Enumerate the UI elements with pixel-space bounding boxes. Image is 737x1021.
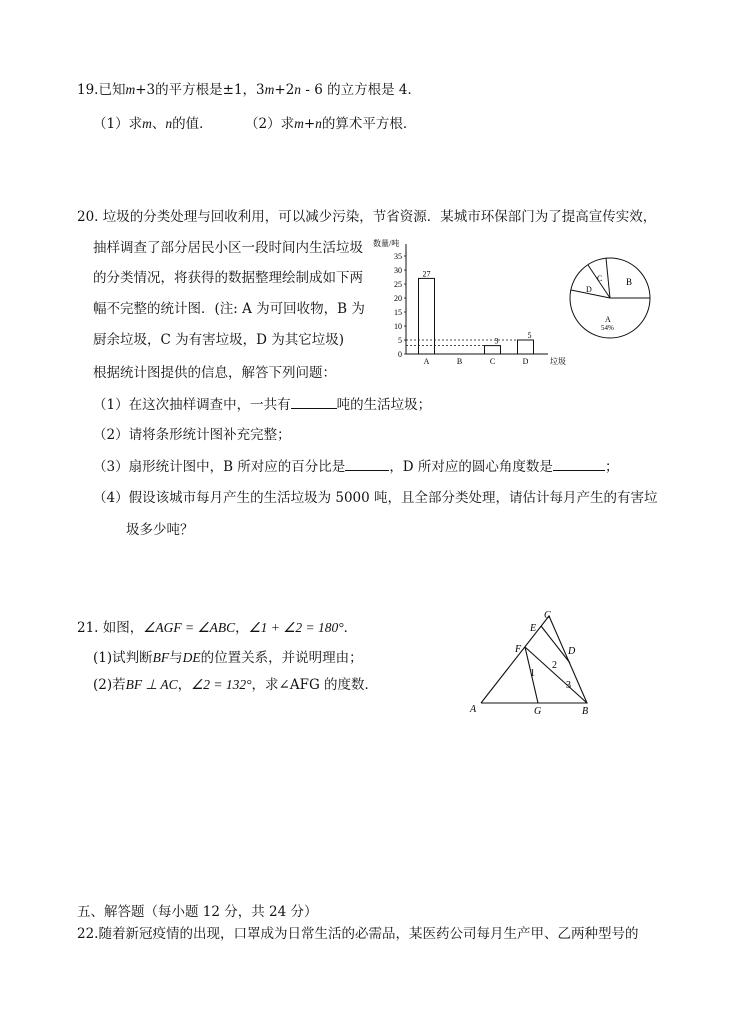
q20-line4: 幅不完整的统计图．(注: A 为可回收物，B 为: [93, 301, 365, 317]
q20-line6: 根据统计图提供的信息，解答下列问题：: [93, 365, 336, 381]
pie-label-a: A: [605, 315, 611, 324]
angle-label-1: 1: [530, 668, 535, 679]
angle-label-3: 3: [566, 680, 571, 691]
y-tick-label: 35: [394, 252, 402, 261]
q19-sub1: （1）求m、n的值．: [93, 116, 213, 132]
pie-chart: [560, 248, 660, 348]
bar-c: [485, 346, 501, 354]
y-tick-label: 20: [394, 294, 402, 303]
q22-line1: 22.随着新冠疫情的出现，口罩成为日常生活的必需品，某医药公司每月生产甲、乙两种型号的: [77, 926, 639, 942]
q20-line5: 厨余垃圾，C 为有害垃圾，D 为其它垃圾): [93, 332, 345, 348]
q21-line1: 21. 如图，∠AGF = ∠ABC，∠1 + ∠2 = 180°．: [77, 620, 358, 636]
q20-sub1: （1）在这次抽样调查中，一共有 吨的生活垃圾；: [93, 394, 431, 415]
pie-label-d: D: [586, 285, 592, 294]
answer-blank: [345, 456, 389, 471]
data-label-d: 5: [527, 331, 532, 340]
y-tick-label: 25: [394, 280, 402, 289]
y-tick-label: 5: [398, 336, 402, 345]
point-label-g: G: [534, 706, 542, 717]
point-label-a: A: [470, 704, 477, 715]
x-tick-label-b: B: [456, 357, 463, 366]
point-label-f: F: [515, 644, 522, 655]
section-five-title: 五、解答题（每小题 12 分，共 24 分）: [77, 904, 318, 920]
q20-line1: 20. 垃圾的分类处理与回收利用，可以减少污染，节省资源．某城市环保部门为了提高宣传实效，: [77, 209, 657, 225]
y-axis-label: 数量/吨: [373, 239, 400, 248]
bar-chart: [368, 236, 578, 370]
answer-blank: [553, 456, 605, 471]
point-label-c: C: [544, 610, 551, 621]
q20-sub4: （4）假设该城市每月产生的生活垃圾为 5000 吨，且全部分类处理，请估计每月产生的有害垃: [93, 490, 658, 506]
y-tick-label: 15: [394, 308, 402, 317]
q20-sub4-cont: 圾多少吨？: [126, 522, 194, 538]
point-label-d: D: [568, 646, 576, 657]
x-axis-label: 垃圾: [550, 357, 566, 366]
point-label-e: E: [530, 623, 537, 634]
q20-line3: 的分类情况，将获得的数据整理绘制成如下两: [93, 270, 363, 286]
pie-label-a-percent: 54%: [601, 324, 614, 332]
q20-sub2: （2）请将条形统计图补充完整；: [93, 427, 291, 443]
q21-sub1: (1)试判断BF与DE的位置关系，并说明理由；: [93, 650, 363, 666]
x-tick-label-d: D: [522, 357, 529, 366]
q20-line2: 抽样调查了部分居民小区一段时间内生活垃圾: [93, 240, 363, 256]
q19-line1: 19.已知m+3的平方根是±1，3m+2n - 6 的立方根是 4．: [77, 82, 421, 98]
data-label-a: 27: [422, 269, 431, 279]
y-tick-label: 10: [394, 322, 402, 331]
q21-sub2: (2)若BF ⊥ AC，∠2 = 132°，求∠AFG 的度数．: [93, 677, 379, 693]
point-label-b: B: [582, 706, 589, 717]
bar-d: [518, 340, 534, 354]
y-tick-label: 0: [398, 350, 402, 359]
pie-label-c: C: [597, 274, 603, 283]
x-tick-label-c: C: [489, 357, 496, 366]
bar-a: [419, 278, 435, 354]
angle-label-2: 2: [552, 660, 557, 671]
pie-label-b: B: [626, 277, 633, 287]
q20-sub3: （3）扇形统计图中，B 所对应的百分比是 ，D 所对应的圆心角度数是 ；: [93, 456, 618, 477]
data-label-c: 3: [494, 336, 499, 346]
y-tick-label: 30: [394, 266, 402, 275]
answer-blank: [291, 394, 337, 409]
x-tick-label-a: A: [423, 357, 430, 366]
geometry-figure: [466, 606, 596, 718]
q19-sub2: （2）求m+n的算术平方根．: [245, 116, 417, 132]
